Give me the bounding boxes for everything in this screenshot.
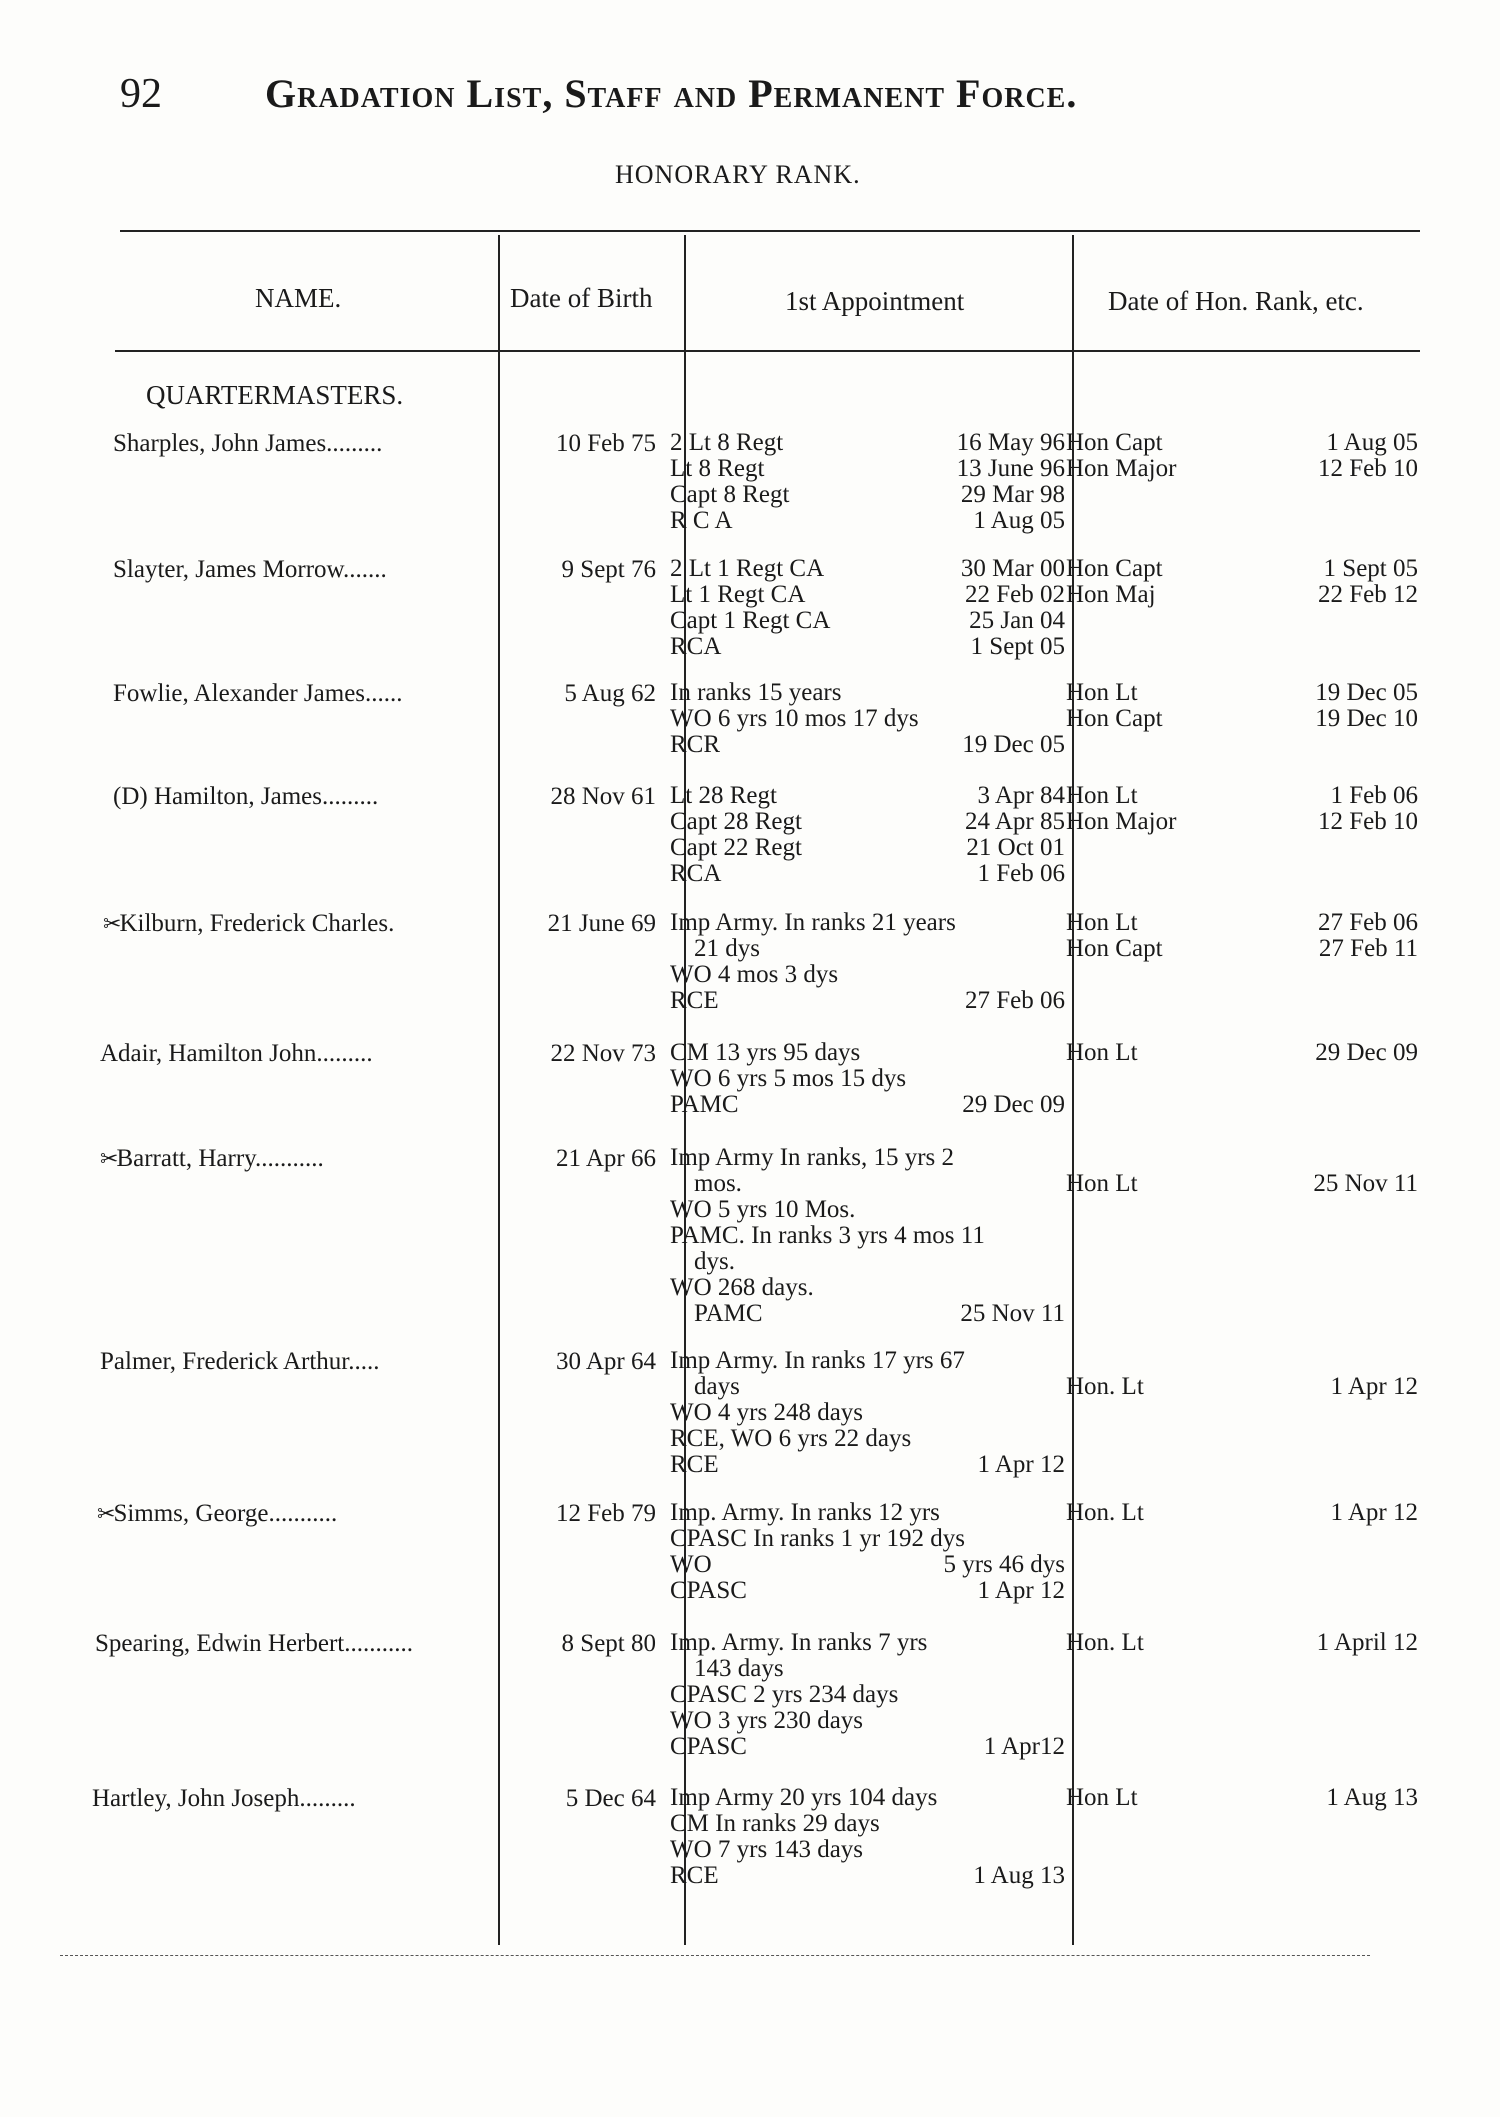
honorary-rank-date: 19 Dec 05: [1315, 679, 1418, 706]
honorary-rank: Hon Capt: [1066, 935, 1163, 962]
appointment-text: 2 Lt 8 Regt: [670, 429, 784, 456]
appointment-line: [670, 1301, 1065, 1327]
appointment-line: [670, 1552, 1065, 1578]
appointment-date: 16 May 96: [956, 429, 1065, 456]
honorary-rank-line: [1066, 1630, 1418, 1656]
honorary-rank-line: [1066, 1145, 1418, 1171]
appointment-list: [670, 1630, 1065, 1760]
appointment-text: 2 Lt 1 Regt CA: [670, 555, 825, 582]
honorary-rank-line: [1066, 430, 1418, 456]
appointment-text: PAMC: [670, 1091, 739, 1118]
appointment-text: days: [694, 1373, 740, 1400]
honorary-rank-date: 1 Aug 05: [1326, 429, 1418, 456]
appointment-line: [670, 582, 1065, 608]
officer-name-cell: [113, 680, 513, 707]
date-of-birth: 5 Dec 64: [565, 1785, 656, 1812]
appointment-date: 1 Apr12: [983, 1733, 1065, 1760]
appointment-text: RCR: [670, 731, 721, 758]
appointment-line: [670, 962, 1065, 988]
scissors-icon: ✂: [97, 1501, 114, 1526]
honorary-rank: Hon Lt: [1066, 782, 1138, 809]
honorary-rank-list: [1066, 1630, 1418, 1656]
scissors-icon: ✂: [103, 911, 120, 936]
appointment-line: [670, 1145, 1065, 1171]
officer-name-cell: [95, 1630, 495, 1657]
honorary-rank: Hon. Lt: [1066, 1499, 1144, 1526]
appointment-date: 24 Apr 85: [965, 808, 1065, 835]
appointment-line: [670, 482, 1065, 508]
appointment-line: [670, 508, 1065, 534]
appointment-text: RCA: [670, 860, 722, 887]
appointment-text: RCE, WO 6 yrs 22 days: [670, 1425, 912, 1452]
appointment-line: [670, 1223, 1065, 1249]
appointment-date: 19 Dec 05: [962, 731, 1065, 758]
date-of-birth: 10 Feb 75: [556, 430, 656, 457]
date-of-birth: 22 Nov 73: [550, 1040, 656, 1067]
officer-name-cell: [100, 1145, 500, 1172]
appointment-list: [670, 1500, 1065, 1604]
table-top-rule: [120, 230, 1420, 232]
appointment-text: WO 6 yrs 5 mos 15 dys: [670, 1065, 907, 1092]
appointment-line: [670, 1275, 1065, 1301]
honorary-rank-list: [1066, 430, 1418, 482]
honorary-rank: Hon Capt: [1066, 429, 1163, 456]
officer-name-cell: [100, 1040, 500, 1067]
appointment-text: Capt 8 Regt: [670, 481, 790, 508]
officer-name-cell: [113, 556, 513, 583]
appointment-line: [670, 1682, 1065, 1708]
honorary-rank: Hon Lt: [1066, 679, 1138, 706]
honorary-rank-line: [1066, 1374, 1418, 1400]
honorary-rank-list: [1066, 1500, 1418, 1526]
appointment-text: CPASC In ranks 1 yr 192 dys: [670, 1525, 965, 1552]
honorary-rank-date: 19 Dec 10: [1315, 705, 1418, 732]
appointment-list: [670, 1040, 1065, 1118]
appointment-list: [670, 430, 1065, 534]
appointment-line: [670, 1811, 1065, 1837]
honorary-rank-date: 27 Feb 11: [1318, 935, 1418, 962]
date-of-birth: 9 Sept 76: [561, 556, 656, 583]
appointment-line: [670, 456, 1065, 482]
appointment-text: CM 13 yrs 95 days: [670, 1039, 861, 1066]
appointment-line: [670, 1249, 1065, 1275]
appointment-text: WO 3 yrs 230 days: [670, 1707, 864, 1734]
honorary-rank-line: [1066, 910, 1418, 936]
honorary-rank-date: 29 Dec 09: [1315, 1039, 1418, 1066]
appointment-date: 25 Nov 11: [960, 1300, 1065, 1327]
date-of-birth: 21 Apr 66: [556, 1145, 656, 1172]
appointment-list: [670, 680, 1065, 758]
appointment-text: 21 dys: [694, 935, 760, 962]
appointment-line: [670, 1708, 1065, 1734]
officer-name: (D) Hamilton, James.........: [113, 783, 379, 810]
honorary-rank: Hon Lt: [1066, 1170, 1138, 1197]
appointment-line: [670, 1630, 1065, 1656]
honorary-rank-line: [1066, 936, 1418, 962]
officer-name-cell: [103, 910, 503, 937]
appointment-date: 1 Aug 13: [973, 1862, 1065, 1889]
appointment-list: [670, 783, 1065, 887]
appointment-text: Imp Army In ranks, 15 yrs 2: [670, 1144, 954, 1171]
honorary-rank-line: [1066, 1785, 1418, 1811]
date-of-birth: 21 June 69: [547, 910, 656, 937]
appointment-line: [670, 1734, 1065, 1760]
officer-name: Sharples, John James.........: [113, 430, 383, 457]
table-bottom-rule: [60, 1955, 1370, 1956]
honorary-rank: Hon Lt: [1066, 909, 1138, 936]
appointment-text: Imp. Army. In ranks 12 yrs: [670, 1499, 940, 1526]
appointment-line: [670, 430, 1065, 456]
column-header-name: NAME.: [255, 283, 342, 313]
appointment-text: WO 268 days.: [670, 1274, 814, 1301]
appointment-text: Capt 1 Regt CA: [670, 607, 831, 634]
honorary-rank-line: [1066, 1171, 1418, 1197]
page-title: Gradation List, Staff and Permanent Force.: [265, 71, 1078, 116]
honorary-rank-date: 22 Feb 12: [1318, 581, 1418, 608]
scissors-icon: ✂: [100, 1146, 117, 1171]
honorary-rank: Hon Maj: [1066, 581, 1156, 608]
officer-name: Fowlie, Alexander James......: [113, 680, 403, 707]
appointment-text: PAMC. In ranks 3 yrs 4 mos 11: [670, 1222, 985, 1249]
appointment-text: Imp Army. In ranks 17 yrs 67: [670, 1347, 965, 1374]
honorary-rank-list: [1066, 556, 1418, 608]
honorary-rank: Hon Major: [1066, 808, 1177, 835]
page-subtitle: HONORARY RANK.: [615, 160, 861, 189]
appointment-line: [670, 1578, 1065, 1604]
appointment-line: [670, 706, 1065, 732]
honorary-rank: Hon Capt: [1066, 555, 1163, 582]
appointment-date: 30 Mar 00: [960, 555, 1065, 582]
appointment-line: [670, 783, 1065, 809]
appointment-line: [670, 1863, 1065, 1889]
appointment-text: CPASC: [670, 1577, 747, 1604]
appointment-text: dys.: [694, 1248, 735, 1275]
honorary-rank: Hon Capt: [1066, 705, 1163, 732]
honorary-rank-date: 25 Nov 11: [1313, 1170, 1418, 1197]
date-of-birth: 30 Apr 64: [556, 1348, 656, 1375]
appointment-line: [670, 835, 1065, 861]
appointment-date: 1 Apr 12: [977, 1577, 1065, 1604]
appointment-list: [670, 1348, 1065, 1478]
honorary-rank-line: [1066, 1500, 1418, 1526]
appointment-list: [670, 1145, 1065, 1327]
appointment-text: WO 7 yrs 143 days: [670, 1836, 864, 1863]
honorary-rank-line: [1066, 556, 1418, 582]
date-of-birth: 12 Feb 79: [556, 1500, 656, 1527]
appointment-date: 5 yrs 46 dys: [943, 1551, 1065, 1578]
honorary-rank-date: 1 Apr 12: [1330, 1373, 1418, 1400]
honorary-rank-line: [1066, 706, 1418, 732]
honorary-rank: Hon. Lt: [1066, 1629, 1144, 1656]
honorary-rank-date: 12 Feb 10: [1318, 808, 1418, 835]
section-title: QUARTERMASTERS.: [146, 380, 404, 410]
date-of-birth: 5 Aug 62: [564, 680, 656, 707]
appointment-line: [670, 861, 1065, 887]
officer-name: Adair, Hamilton John.........: [100, 1040, 373, 1067]
header-bottom-rule: [115, 350, 1420, 352]
appointment-text: Imp. Army. In ranks 7 yrs: [670, 1629, 928, 1656]
appointment-text: mos.: [694, 1170, 742, 1197]
appointment-line: [670, 680, 1065, 706]
officer-name: Palmer, Frederick Arthur.....: [100, 1348, 380, 1375]
appointment-line: [670, 809, 1065, 835]
appointment-text: CM In ranks 29 days: [670, 1810, 880, 1837]
honorary-rank-line: [1066, 456, 1418, 482]
officer-name: Simms, George...........: [113, 1500, 338, 1527]
officer-name-cell: [92, 1785, 492, 1812]
appointment-line: [670, 1785, 1065, 1811]
honorary-rank-list: [1066, 1348, 1418, 1400]
appointment-line: [670, 1171, 1065, 1197]
appointment-line: [670, 556, 1065, 582]
officer-name-cell: [113, 783, 513, 810]
column-header-appointment: 1st Appointment: [785, 286, 965, 316]
appointment-date: 25 Jan 04: [969, 607, 1065, 634]
appointment-date: 1 Aug 05: [973, 507, 1065, 534]
honorary-rank-list: [1066, 1145, 1418, 1197]
officer-name: Slayter, James Morrow.......: [113, 556, 387, 583]
appointment-line: [670, 1526, 1065, 1552]
appointment-text: Lt 1 Regt CA: [670, 581, 806, 608]
appointment-text: Capt 22 Regt: [670, 834, 802, 861]
honorary-rank-line: [1066, 809, 1418, 835]
column-divider-3: [1072, 235, 1074, 1945]
honorary-rank-list: [1066, 1785, 1418, 1811]
appointment-line: [670, 988, 1065, 1014]
appointment-text: CPASC 2 yrs 234 days: [670, 1681, 899, 1708]
appointment-text: RCE: [670, 1862, 719, 1889]
column-divider-1: [498, 235, 500, 1945]
appointment-line: [670, 1426, 1065, 1452]
honorary-rank-date: 1 Feb 06: [1330, 782, 1418, 809]
appointment-date: 1 Apr 12: [977, 1451, 1065, 1478]
officer-name: Kilburn, Frederick Charles.: [119, 910, 395, 937]
honorary-rank-date: 1 Aug 13: [1326, 1784, 1418, 1811]
appointment-text: Capt 28 Regt: [670, 808, 802, 835]
honorary-rank-date: 12 Feb 10: [1318, 455, 1418, 482]
officer-name-cell: [100, 1348, 500, 1375]
appointment-line: [670, 1656, 1065, 1682]
honorary-rank-date: 1 Apr 12: [1330, 1499, 1418, 1526]
honorary-rank-date: 1 Sept 05: [1323, 555, 1418, 582]
appointment-text: PAMC: [694, 1300, 763, 1327]
officer-name: Spearing, Edwin Herbert...........: [95, 1630, 413, 1657]
appointment-text: RCA: [670, 633, 722, 660]
honorary-rank: Hon Lt: [1066, 1039, 1138, 1066]
honorary-rank-date: 1 April 12: [1316, 1629, 1418, 1656]
appointment-text: RCE: [670, 1451, 719, 1478]
appointment-text: 143 days: [694, 1655, 784, 1682]
honorary-rank-list: [1066, 783, 1418, 835]
honorary-rank-line: [1066, 1040, 1418, 1066]
appointment-text: WO: [670, 1551, 712, 1578]
appointment-line: [670, 1197, 1065, 1223]
honorary-rank-list: [1066, 1040, 1418, 1066]
appointment-date: 1 Sept 05: [970, 633, 1065, 660]
appointment-date: 27 Feb 06: [965, 987, 1065, 1014]
appointment-line: [670, 936, 1065, 962]
appointment-text: Imp Army 20 yrs 104 days: [670, 1784, 938, 1811]
officer-name-cell: [97, 1500, 497, 1527]
honorary-rank-list: [1066, 680, 1418, 732]
appointment-line: [670, 1040, 1065, 1066]
honorary-rank: Hon. Lt: [1066, 1373, 1144, 1400]
appointment-line: [670, 910, 1065, 936]
column-header-dob: Date of Birth: [510, 283, 653, 313]
appointment-text: WO 5 yrs 10 Mos.: [670, 1196, 856, 1223]
honorary-rank-line: [1066, 783, 1418, 809]
appointment-text: WO 4 mos 3 dys: [670, 961, 839, 988]
honorary-rank-line: [1066, 1348, 1418, 1374]
column-header-hon-rank: Date of Hon. Rank, etc.: [1108, 286, 1364, 316]
date-of-birth: 28 Nov 61: [550, 783, 656, 810]
appointment-date: 1 Feb 06: [977, 860, 1065, 887]
honorary-rank-list: [1066, 910, 1418, 962]
appointment-line: [670, 1348, 1065, 1374]
appointment-line: [670, 1092, 1065, 1118]
appointment-line: [670, 1837, 1065, 1863]
honorary-rank-date: 27 Feb 06: [1318, 909, 1418, 936]
page-number: 92: [120, 71, 162, 117]
appointment-date: 22 Feb 02: [965, 581, 1065, 608]
appointment-line: [670, 1374, 1065, 1400]
honorary-rank-line: [1066, 582, 1418, 608]
date-of-birth: 8 Sept 80: [561, 1630, 656, 1657]
appointment-line: [670, 1400, 1065, 1426]
appointment-text: Lt 8 Regt: [670, 455, 765, 482]
appointment-line: [670, 608, 1065, 634]
appointment-line: [670, 1500, 1065, 1526]
honorary-rank: Hon Lt: [1066, 1784, 1138, 1811]
appointment-list: [670, 1785, 1065, 1889]
appointment-line: [670, 732, 1065, 758]
appointment-date: 3 Apr 84: [977, 782, 1065, 809]
appointment-text: WO 4 yrs 248 days: [670, 1399, 864, 1426]
appointment-line: [670, 634, 1065, 660]
appointment-text: Lt 28 Regt: [670, 782, 777, 809]
honorary-rank-line: [1066, 680, 1418, 706]
officer-name: Hartley, John Joseph.........: [92, 1785, 356, 1812]
appointment-text: In ranks 15 years: [670, 679, 842, 706]
appointment-date: 21 Oct 01: [966, 834, 1065, 861]
appointment-line: [670, 1452, 1065, 1478]
appointment-date: 13 June 96: [956, 455, 1065, 482]
honorary-rank: Hon Major: [1066, 455, 1177, 482]
appointment-list: [670, 910, 1065, 1014]
appointment-line: [670, 1066, 1065, 1092]
appointment-text: R C A: [670, 507, 733, 534]
appointment-text: CPASC: [670, 1733, 747, 1760]
appointment-list: [670, 556, 1065, 660]
appointment-text: RCE: [670, 987, 719, 1014]
appointment-text: Imp Army. In ranks 21 years: [670, 909, 956, 936]
appointment-date: 29 Dec 09: [962, 1091, 1065, 1118]
officer-name-cell: [113, 430, 513, 457]
officer-name: Barratt, Harry...........: [116, 1145, 324, 1172]
appointment-date: 29 Mar 98: [960, 481, 1065, 508]
appointment-text: WO 6 yrs 10 mos 17 dys: [670, 705, 919, 732]
